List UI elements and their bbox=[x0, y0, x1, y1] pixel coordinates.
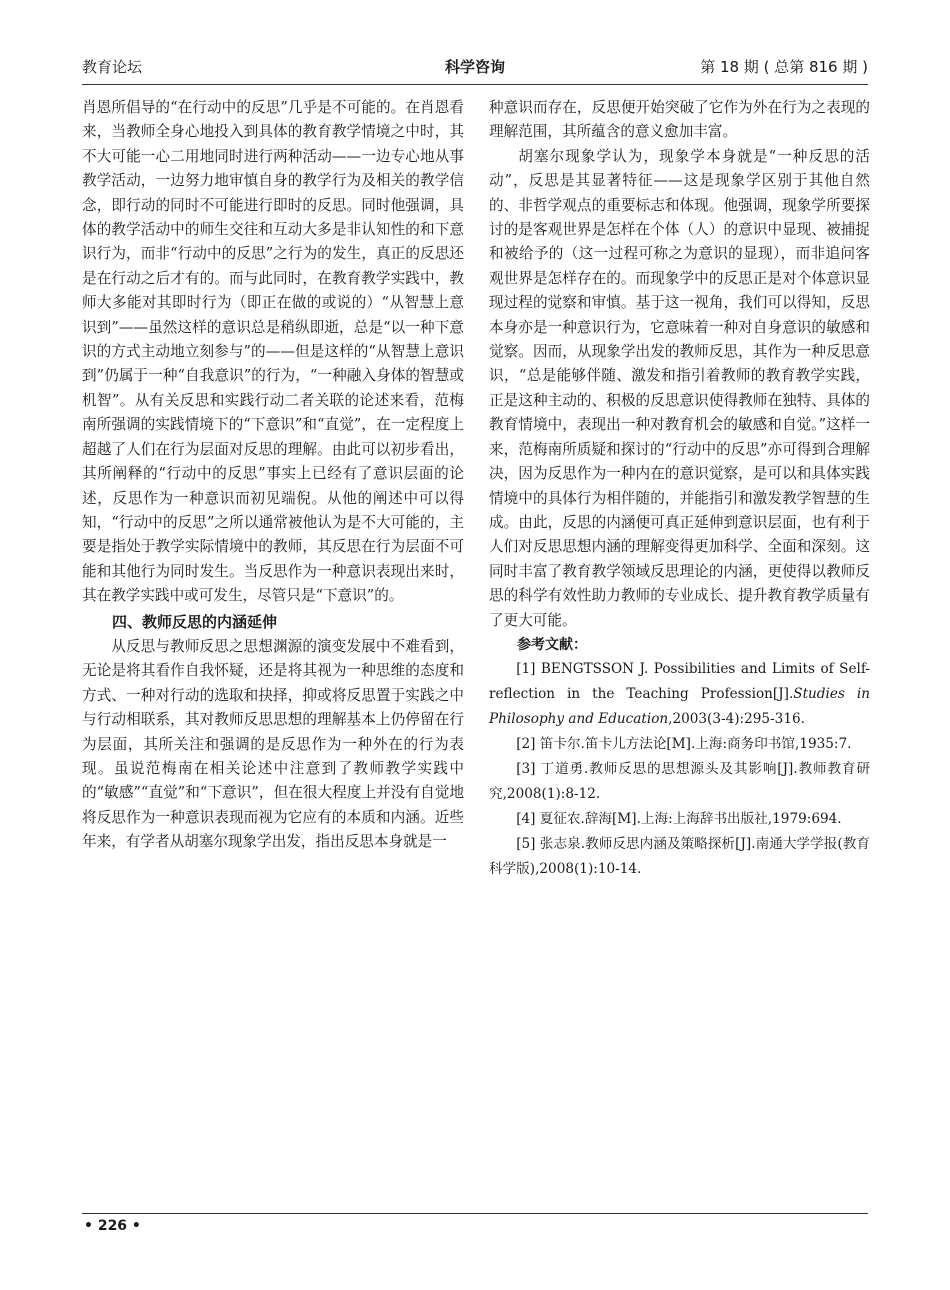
page-number: • 226 • bbox=[84, 1218, 141, 1234]
header-issue-number: 第 18 期 ( 总第 816 期 ) bbox=[700, 58, 868, 76]
header-divider bbox=[82, 84, 868, 85]
paragraph: 从反思与教师反思之思想渊源的演变发展中不难看到，无论是将其看作自我怀疑，还是将其视为一种思维的态度和方式、一种对行动的选取和抉择，抑或将反思置于实践之中与行动相联系，其对教师反思思想的理解基本上仍停留在行为层面，其所关注和强调的是反思作为一种外在的行为表现。虽说范梅南在相关论述中注意到了教师教学实践中的“敏感”“直觉”和“下意识”，但在很大程度上并没有自觉地将反思作为一种意识表现而视为它应有的本质和内涵。近些年来，有学者从胡塞尔现象学出发，指出反思本身就是一 bbox=[82, 637, 464, 851]
references-heading: 参考文献： bbox=[517, 636, 587, 653]
header-section-name: 教育论坛 bbox=[82, 58, 143, 76]
right-column bbox=[489, 96, 870, 882]
running-header bbox=[82, 56, 868, 82]
reference-journal: Studies in Philosophy and Education bbox=[489, 686, 870, 728]
reference-item bbox=[489, 657, 870, 732]
reference-text: ,2003(3-4):295-316. bbox=[668, 711, 805, 728]
reference-item: [4] 夏征农.辞海[M].上海:上海辞书出版社,1979:694. bbox=[516, 811, 842, 828]
paragraph-continued: 肖恩所倡导的“在行动中的反思”几乎是不可能的。在肖恩看来，当教师全身心地投入到具体的教育教学情境之中时，其不大可能一心二用地同时进行两种活动——一边专心地从事教学活动，一边努力地审慎自身的教学行为及相关的教学信念，即行动的同时不可能进行即时的反思。同时他强调，具体的教学活动中的师生交往和互动大多是非认知性的和下意识行为，而非“行动中的反思”之行为的发生，真正的反思还是在行动之后才有的。而与此同时，在教育教学实践中，教师大多能对其即时行为（即正在做的或说的）“从智慧上意识到”——虽然这样的意识总是稍纵即逝，总是“以一种下意识的方式主动地立刻参与”的——但是这样的“从智慧上意识到”仍属于一种“自我意识”的行为，“一种融入身体的智慧或机智”。从有关反思和实践行动二者关联的论述来看，范梅南所强调的实践情境下的“下意识”和“直觉”，在一定程度上超越了人们在行为层面对反思的理解。由此可以初步看出，其所阐释的“行动中的反思”事实上已经有了意识层面的论述，反思作为一种意识而初见端倪。从他的阐述中可以得知，“行动中的反思”之所以通常被他认为是不大可能的，主要是指处于教学实际情境中的教师，其反思在行为层面不可能和其他行为同时发生。当反思作为一种意识表现出来时，其在教学实践中或可发生，尽管只是“下意识”的。 bbox=[82, 99, 464, 605]
footer-divider bbox=[82, 1213, 868, 1214]
reference-item: [2] 笛卡尔.笛卡儿方法论[M].上海:商务印书馆,1935:7. bbox=[516, 736, 852, 753]
left-column bbox=[82, 96, 464, 855]
paragraph: 胡塞尔现象学认为，现象学本身就是“一种反思的活动”，反思是其显著特征——这是现象学区别于其他自然的、非哲学观点的重要标志和体现。他强调，现象学所要探讨的是客观世界是怎样在个体（人）的意识中显现、被捕捉和被给予的（这一过程可称之为意识的显现），而非追问客观世界是怎样存在的。而现象学中的反思正是对个体意识显现过程的觉察和审慎。基于这一视角，我们可以得知，反思本身亦是一种意识行为，它意味着一种对自身意识的敏感和觉察。因而，从现象学出发的教师反思，其作为一种反思意识，“总是能够伴随、激发和指引着教师的教育教学实践，正是这种主动的、积极的反思意识使得教师在独特、具体的教育情境中，表现出一种对教育机会的敏感和自觉。”这样一来，范梅南所质疑和探讨的“行动中的反思”亦可得到合理解决，因为反思作为一种内在的意识觉察，是可以和具体实践情境中的具体行为相伴随的，并能指引和激发教学智慧的生成。由此，反思的内涵便可真正延伸到意识层面，也有利于人们对反思思想内涵的理解变得更加科学、全面和深刻。这同时丰富了教育教学领域反思理论的内涵，更使得以教师反思的科学有效性助力教师的专业成长、提升教育教学质量有了更大可能。 bbox=[489, 147, 870, 629]
reference-text: [1] BENGTSSON J. Possibilities and Limits of Self-reflection in the Teaching Profession[J]. bbox=[489, 661, 870, 703]
paragraph-continued: 种意识而存在，反思便开始突破了它作为外在行为之表现的理解范围，其所蕴含的意义愈加丰富。 bbox=[489, 99, 870, 141]
section-heading: 四、教师反思的内涵延伸 bbox=[112, 612, 278, 631]
header-journal-title: 科学咨询 bbox=[444, 58, 505, 76]
reference-item: [3] 丁道勇.教师反思的思想源头及其影响[J].教师教育研究,2008(1):8-12. bbox=[489, 761, 870, 803]
reference-item: [5] 张志泉.教师反思内涵及策略探析[J].南通大学学报(教育科学版),2008(1):10-14. bbox=[489, 836, 870, 878]
